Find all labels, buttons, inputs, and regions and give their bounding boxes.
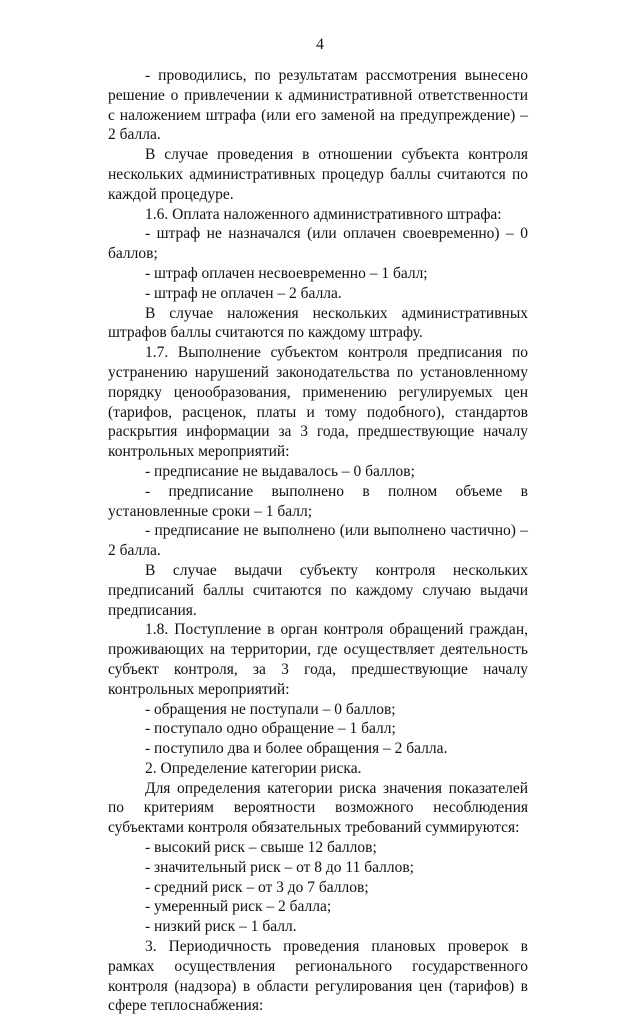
document-body	[108, 66, 528, 1016]
list-item: - обращения не поступали – 0 баллов;	[145, 700, 396, 718]
list-item: - штраф не назначался (или оплачен своевременно) – 0 баллов;	[108, 225, 528, 263]
section-heading: 1.7. Выполнение субъектом контроля предписания по устранению нарушений законодательства по установленному порядку ценообразования, применению регулируемых цен (тарифов, расценок, платы и тому подобного), стандартов раскрытия информации за 3 года, предшествующие началу контрольных мероприятий:	[108, 344, 528, 461]
list-item: - высокий риск – свыше 12 баллов;	[145, 839, 377, 857]
list-item: - штраф не оплачен – 2 балла.	[145, 284, 342, 302]
section-heading: 3. Периодичность проведения плановых проверок в рамках осуществления регионального государственного контроля (надзора) в области регулирования цен (тарифов) в сфере теплоснабжения:	[108, 938, 528, 1015]
list-item: - средний риск – от 3 до 7 баллов;	[145, 878, 369, 896]
list-item: - значительный риск – от 8 до 11 баллов;	[145, 858, 414, 876]
list-item: - умеренный риск – 2 балла;	[145, 898, 332, 916]
list-item: - предписание не выдавалось – 0 баллов;	[145, 462, 415, 480]
list-item: - предписание выполнено в полном объеме в установленные сроки – 1 балл;	[108, 482, 528, 520]
paragraph: В случае выдачи субъекту контроля нескольких предписаний баллы считаются по каждому случаю выдачи предписания.	[108, 561, 528, 619]
list-item: - низкий риск – 1 балл.	[145, 918, 297, 936]
section-heading: 1.8. Поступление в орган контроля обращений граждан, проживающих на территории, где осуществляет деятельность субъект контроля, за 3 года, предшествующие началу контрольных мероприятий:	[108, 621, 528, 698]
paragraph: Для определения категории риска значения показателей по критериям вероятности возможного несоблюдения субъектами контроля обязательных требований суммируются:	[108, 779, 528, 837]
paragraph: В случае наложения нескольких административных штрафов баллы считаются по каждому штрафу.	[108, 304, 528, 342]
paragraph: - проводились, по результатам рассмотрения вынесено решение о привлечении к административной ответственности с наложением штрафа (или его заменой на предупреждение) – 2 балла.	[108, 67, 528, 144]
section-heading: 1.6. Оплата наложенного административного штрафа:	[145, 205, 502, 223]
paragraph: В случае проведения в отношении субъекта контроля нескольких административных процедур баллы считаются по каждой процедуре.	[108, 146, 528, 203]
section-heading: 2. Определение категории риска.	[145, 759, 362, 777]
list-item: - штраф оплачен несвоевременно – 1 балл;	[145, 264, 428, 282]
list-item: - предписание не выполнено (или выполнено частично) – 2 балла.	[108, 522, 528, 560]
page-number: 4	[316, 36, 324, 53]
list-item: - поступало одно обращение – 1 балл;	[145, 720, 396, 738]
list-item: - поступило два и более обращения – 2 балла.	[145, 740, 448, 758]
